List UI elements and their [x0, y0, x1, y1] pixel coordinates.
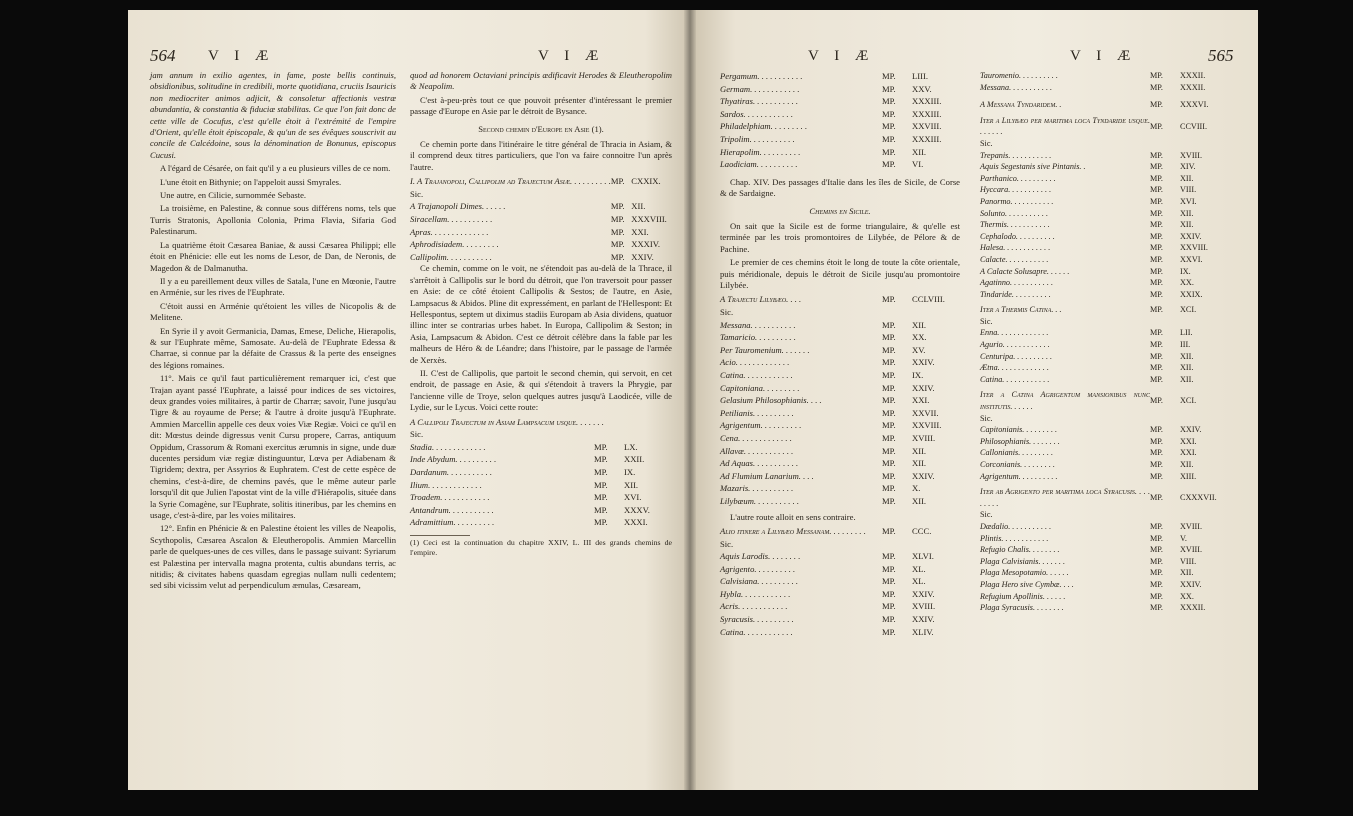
table-row: Cephalodo. . . . . . . . . . MP. XXIV.	[980, 231, 1202, 241]
table-row: Sic.	[980, 316, 993, 326]
route-table	[720, 525, 960, 638]
route-table	[410, 175, 672, 263]
route-title-row: I. A Trajanopoli, Callipolim ad Trajectum Asiæ. . . . . . . . . . MP. CXXIX.	[410, 176, 661, 187]
paragraph: A l'égard de Césarée, on fait qu'il y a eu plusieurs villes de ce nom.	[160, 163, 391, 174]
paragraph: On sait que la Sicile est de forme triangulaire, & qu'elle est terminée par les trois promontoires de Lilybée, de Pélore & de Pachine.	[720, 220, 960, 254]
left-page	[128, 10, 690, 790]
running-header-right: V I Æ	[1070, 48, 1137, 64]
footnote-rule	[410, 535, 470, 536]
table-row: Sic.	[410, 429, 424, 440]
paragraph: C'étoit aussi en Arménie qu'étoient les villes de Nicopolis & de Melitene.	[150, 300, 396, 323]
table-row: Sic.	[980, 138, 993, 148]
table-row: Apras. . . . . . . . . . . . . . MP. XXI.	[410, 226, 649, 237]
table-row: Corconianis. . . . . . . . . MP. XII.	[980, 460, 1194, 469]
table-row: Thyatiras. . . . . . . . . . . MP. XXXIII.	[720, 96, 942, 107]
table-row: Mazaris. . . . . . . . . . . MP. X.	[720, 483, 921, 494]
table-row: Tauromenio. . . . . . . . . . MP. XXXII.	[980, 71, 1206, 80]
table-row: Capitonianis. . . . . . . . . MP. XXIV.	[980, 425, 1202, 435]
table-row: Ilium. . . . . . . . . . . . . MP. XII.	[410, 479, 639, 490]
table-row: Inde Abydum. . . . . . . . . . MP. XXII.	[410, 454, 645, 465]
table-row: Aquis Larodis. . . . . . . . MP. XLVI.	[720, 551, 934, 562]
book-gutter	[684, 10, 696, 790]
page-number-right: 565	[1208, 46, 1234, 65]
table-row: Philosophianis. . . . . . . . MP. XXI.	[980, 436, 1197, 446]
table-row: Thermis. . . . . . . . . . . MP. XII.	[980, 220, 1194, 230]
route-title-row: Iter a Thermis Catina. . . MP. XCI.	[980, 305, 1197, 315]
table-row: Hierapolim. . . . . . . . . . MP. XII.	[720, 146, 927, 157]
section-heading: Chemins en Sicile.	[809, 205, 871, 216]
route-title-row: Iter a Catina Agrigentum mansionibus nunc institutis. . . . . . MP. XCI.	[980, 390, 1197, 412]
table-row: Acio. . . . . . . . . . . . . MP. XXIV.	[720, 357, 935, 368]
left-column-2	[410, 70, 672, 558]
table-row: Solunto. . . . . . . . . . . MP. XII.	[980, 208, 1194, 218]
table-row: Catina. . . . . . . . . . . . MP. IX.	[720, 369, 924, 380]
route-title-row: Iter a Lilybæo per maritima loca Tyndaride usque. . . . . . . MP. CCVIII.	[980, 115, 1208, 137]
right-column-1	[720, 70, 960, 638]
table-row: Agrigentum. . . . . . . . . . MP. XIII.	[980, 471, 1197, 481]
paragraph: Une autre, en Cilicie, surnommée Sebaste.	[160, 190, 307, 201]
paragraph: En Syrie il y avoit Germanicia, Damas, Emese, Deliche, Hierapolis, & sur l'Euphrate même, Samosate. Au-delà de l'Euphrate Edessa & Charrae, si connue par la défaite de Crassus & la perte des enseignes des légions romaines.	[150, 325, 396, 370]
table-row: Refugio Chalis. . . . . . . . MP. XVIII.	[980, 545, 1203, 555]
route-title-row: A Callipoli Trajectum in Asiam Lampsacum usque. . . . . . .	[410, 416, 604, 427]
table-row: Lilybæum. . . . . . . . . . . MP. XII.	[720, 495, 927, 506]
table-row: Messana. . . . . . . . . . . MP. XII.	[720, 319, 927, 330]
chapter-heading: Chap. XIV. Des passages d'Italie dans les îles de Sicile, de Corse & de Sardaigne.	[720, 176, 960, 199]
table-row: Germam. . . . . . . . . . . . MP. XXV.	[720, 83, 932, 94]
table-row: Sic.	[720, 307, 734, 317]
table-row: Plaga Hero sive Cymbæ. . . . MP. XXIV.	[980, 579, 1202, 589]
paragraph: Ce chemin, comme on le voit, ne s'étendoit pas au-delà de la Thrace, il s'arrêtoit à Callipolis sur le bord du détroit, que l'on traversoit pour passer en Asie: de ce côté étoient Callipolis & Sestos; de l'autre, en Asie, Lampsacus & Abidos. Pline dit expressément, en parlant de l'Hellespont: Et Hellespontus, septem ut diximus stadiis Europam ab Asia dividens, quatuor illinc inter se contrarias urbes habet. In Europa, Callipolim & Seston; in Asia, Lampsacum & Abidon. C'est ce détroit célèbre dans la fable par les malheurs de Héro & de Léandre; dans l'histoire, par le passage de l'armée de Xerxès.	[410, 263, 672, 365]
table-row: Petilianis. . . . . . . . . . MP. XXVII.	[720, 407, 939, 418]
table-row: Sardos. . . . . . . . . . . . MP. XXXIII.	[720, 108, 942, 119]
table-row: Siracellam. . . . . . . . . . . MP. XXXVIII.	[410, 214, 667, 225]
table-row: Allavæ. . . . . . . . . . . . MP. XII.	[720, 445, 927, 456]
table-row: Catina. . . . . . . . . . . . MP. XII.	[980, 374, 1194, 384]
table-row: A Calacte Solusapre. . . . . . MP. IX.	[980, 266, 1191, 276]
table-row: Philadelphiam. . . . . . . . . MP. XXVIII.	[720, 121, 942, 132]
table-row: Acris. . . . . . . . . . . . MP. XVIII.	[720, 601, 936, 612]
table-row: Laodiciam. . . . . . . . . . MP. VI.	[720, 159, 924, 170]
paragraph: C'est à-peu-près tout ce que pouvoit présenter d'intéressant le premier passage d'Europe en Asie par le détroit de Bysance.	[410, 94, 672, 117]
table-row: Capitoniana. . . . . . . . . MP. XXIV.	[720, 382, 935, 393]
running-header-right-col1: V I Æ	[808, 48, 875, 64]
route-table	[720, 70, 960, 171]
table-row: Dardanum. . . . . . . . . . . MP. IX.	[410, 467, 636, 478]
table-row: Enna. . . . . . . . . . . . . MP. LII.	[980, 328, 1193, 338]
paragraph: L'autre route alloit en sens contraire.	[730, 511, 856, 522]
right-column-2	[980, 70, 1228, 614]
table-row: Plaga Calvisianis. . . . . . . MP. VIII.	[980, 556, 1197, 566]
table-row: Ætna. . . . . . . . . . . . . MP. XII.	[980, 363, 1194, 373]
table-row: Catina. . . . . . . . . . . . MP. XLIV.	[720, 626, 934, 637]
table-row: Panormo. . . . . . . . . . . MP. XVI.	[980, 196, 1197, 206]
table-row: Centuripa. . . . . . . . . . MP. XII.	[980, 351, 1194, 361]
table-row: Ad Flumium Lanarium. . . . MP. XXIV.	[720, 470, 935, 481]
paragraph: II. C'est de Callipolis, que partoit le second chemin, qui servoit, en cet endroit, de passage en Asie, & qui s'étendoit à travers la Phrygie, par l'ancienne ville de Troye, selon quelques autres jusqu'à Laodicée, ville de Lydie, sur le Lycus. Voici cette route:	[410, 368, 672, 413]
table-row: Tindaride. . . . . . . . . . MP. XXIX.	[980, 289, 1203, 299]
paragraph: Ce chemin porte dans l'itinéraire le titre général de Thracia in Asiam, & il comprend deux titres particuliers, que l'on va faire connoitre l'un après l'autre.	[410, 139, 672, 172]
paragraph: jam annum in exilio agentes, in fame, poste bellis continuis, obsidionibus, solitudine in credibili, morte quotidiana, cruciis Isauricis non mediocriter animos adjicit, & consoletur affectionis vestræ abundantia, & constantia & fiduciæ stabilitas. Ce que l'on fait donc de cette ville de Cocufus, c'est qu'elle étoit à l'extrémité de l'empire d'Orient, qu'elle étoit épiscopale, & qu'un de ses évêques souscrivit au concile de Calcédoine, sous la dénomination de Bonunus, episcopus Cucusi.	[150, 70, 396, 160]
table-row: Calacte. . . . . . . . . . . MP. XXVI.	[980, 254, 1203, 264]
page-number-left: 564	[150, 46, 176, 65]
table-row: Tripolim. . . . . . . . . . . MP. XXXIII.	[720, 133, 942, 144]
table-row: Dædalio. . . . . . . . . . . MP. XVIII.	[980, 521, 1203, 531]
route-table	[410, 416, 672, 529]
right-page	[690, 10, 1258, 790]
table-row: Hyccara. . . . . . . . . . . MP. VIII.	[980, 185, 1197, 195]
table-row: Gelasium Philosophianis. . . . MP. XXI.	[720, 395, 930, 406]
route-table	[720, 293, 960, 507]
table-row: Ad Aquas. . . . . . . . . . . MP. XII.	[720, 458, 927, 469]
table-row: Tamaricio. . . . . . . . . . MP. XX.	[720, 332, 927, 343]
table-row: Hybla. . . . . . . . . . . . MP. XXIV.	[720, 588, 935, 599]
table-row: Sic.	[980, 510, 993, 520]
section-heading: Second chemin d'Europe en Asie (1).	[478, 123, 604, 134]
table-row: Sic.	[410, 188, 424, 199]
table-row: Agrigento. . . . . . . . . . MP. XL.	[720, 563, 926, 574]
table-row: Agatinno. . . . . . . . . . . MP. XX.	[980, 278, 1194, 288]
table-row: Antandrum. . . . . . . . . . . MP. XXXV.	[410, 504, 650, 515]
route-table	[980, 70, 1228, 111]
paragraph: quod ad honorem Octaviani principis ædificavit Herodes & Eleutheropolim & Neapolim.	[410, 70, 672, 92]
table-row: Cena. . . . . . . . . . . . . MP. XVIII.	[720, 432, 936, 443]
table-row: Agurio. . . . . . . . . . . . MP. III.	[980, 340, 1191, 350]
route-table	[980, 304, 1228, 385]
table-row: Trepanis. . . . . . . . . . . MP. XVIII.	[980, 150, 1203, 160]
table-row: Per Tauromenium. . . . . . . MP. XV.	[720, 344, 926, 355]
running-header-left-col2: V I Æ	[538, 48, 605, 64]
route-title-row: A Trajectu Lilybæo. . . . MP. CCLVIII.	[720, 294, 945, 305]
route-table	[980, 486, 1228, 614]
table-row: Troadem. . . . . . . . . . . . MP. XVI.	[410, 492, 642, 503]
table-row: Sic.	[720, 538, 734, 549]
table-row: Aphrodisiadem. . . . . . . . . MP. XXXIV.	[410, 239, 660, 250]
footnote: (1) Ceci est la continuation du chapitre XXIV, L. III des grands chemins de l'empire.	[410, 538, 672, 558]
table-row: Pergamum. . . . . . . . . . . MP. LIII.	[720, 71, 928, 81]
table-row: Halesa. . . . . . . . . . . . MP. XXVIII.	[980, 243, 1208, 253]
table-row: Callonianis. . . . . . . . . MP. XXI.	[980, 448, 1197, 458]
route-table	[980, 389, 1228, 482]
table-row: Messana. . . . . . . . . . . MP. XXXII.	[980, 82, 1206, 92]
table-row: Callipolim. . . . . . . . . . . MP. XXIV.	[410, 251, 654, 262]
route-title-row: A Messana Tyndaridem. . MP. XXXVI.	[980, 100, 1209, 110]
table-row: A Trajanopoli Dimes. . . . . . MP. XII.	[410, 201, 646, 212]
table-row: Syracusis. . . . . . . . . . MP. XXIV.	[720, 614, 935, 625]
table-row: Plintis. . . . . . . . . . . . MP. V.	[980, 533, 1187, 543]
table-row: Agrigentum. . . . . . . . . . MP. XXVIII.	[720, 420, 942, 431]
route-title-row: Iter ab Agrigento per maritima loca Syracusis. . . . . . . . . MP. CXXXVII.	[980, 487, 1217, 508]
paragraph: Le premier de ces chemins étoit le long de toute la côte orientale, puis méridionale, depuis le détroit de Sicile jusqu'au promontoire Lilybée.	[720, 257, 960, 290]
table-row: Sic.	[980, 413, 993, 423]
paragraph: Il y a eu pareillement deux villes de Satala, l'une en Mœonie, l'autre en Arménie, sur les rives de l'Euphrate.	[150, 275, 396, 298]
route-table	[980, 115, 1228, 301]
paragraph: 11°. Mais ce qu'il faut particulièrement remarquer ici, c'est que Trajan ayant passé l'Euphrate, a laissé pour indices de ses victoires, deux grandes voies militaires, à partir de Charræ; savoir, l'une jusqu'au Tigre & au royaume de Perse; & l'autre à droite jusqu'à l'Euphrate. Ammien Marcellin appelle ces deux voies Viæ Regiæ. Voici ce qu'il en dit: Mœstus deinde digressus venit Cursu propere, Carras, antiquum Oppidum, Crassorum & Romani exercitus ærumnis in signe, unde duæ ducentes persidum viæ regiæ distinguuntur, Lœva per Adiabenam & Tigridem; dextra, per Assyrios & Euphratem. C'est de cette espèce de chemins, c'est-à-dire, de chemins pavés, que le même auteur parle lorsqu'il dit que Julien l'apostat vint de la ville d'Hiérapolis, située dans la Syrie Comagène, sur l'Euphrate, solitis itineribus, par les chemins en usage, c'est-à-dire, par les voies militaires.	[150, 373, 396, 521]
route-title-row: Alio itinere a Lilybæo Messanam. . . . . . . . . MP. CCC.	[720, 525, 932, 536]
table-row: Plaga Mesopotamio. . . . . . MP. XII.	[980, 568, 1194, 578]
paragraph: L'une étoit en Bithynie; on l'appeloit aussi Smyrales.	[160, 176, 342, 187]
table-row: Parthanico. . . . . . . . . . MP. XII.	[980, 173, 1194, 183]
paragraph: 12°. Enfin en Phénicie & en Palestine étoient les villes de Neapolis, Scythopolis, Cæsarea Ascalon & Eleutheropolis. Ammien Marcellin parle de quelques-unes de ces villes, dans le passage suivant: Syriarum est Palæstina per intervalla magna protenta, cultis abundans terris, ac nitidis; & civitates habens quasdam egregias nullam nulli cedentem; sed sibi vicissim velut ad perpendiculum æmulas, Cæsaream,	[150, 523, 396, 591]
table-row: Aquis Segestanis sive Pintanis. . MP. XIV.	[980, 162, 1196, 172]
open-book	[118, 10, 1268, 810]
running-header-left: V I Æ	[208, 48, 275, 64]
paragraph: La troisième, en Palestine, & connue sous différens noms, tels que Turris Stratonis, Apollonia Colonia, Prima Flavia, Sifaria God Palestinarum.	[150, 203, 396, 237]
table-row: Calvisiana. . . . . . . . . . MP. XL.	[720, 576, 926, 587]
table-row: Stadia. . . . . . . . . . . . . MP. LX.	[410, 441, 638, 452]
paragraph: La quatrième étoit Cæsarea Baniae, & aussi Cæsarea Philippi; elle étoit en Phénicie: elle eut les noms de Lesor, de Dan, de Neronis, de Magedon & de Dalmanutha.	[150, 239, 396, 273]
table-row: Refugium Apollinis. . . . . . MP. XX.	[980, 591, 1194, 601]
left-column-1	[150, 70, 396, 594]
table-row: Plaga Syracusis. . . . . . . . MP. XXXII.	[980, 603, 1206, 613]
table-row: Adramittium. . . . . . . . . . MP. XXXI.	[410, 517, 648, 528]
